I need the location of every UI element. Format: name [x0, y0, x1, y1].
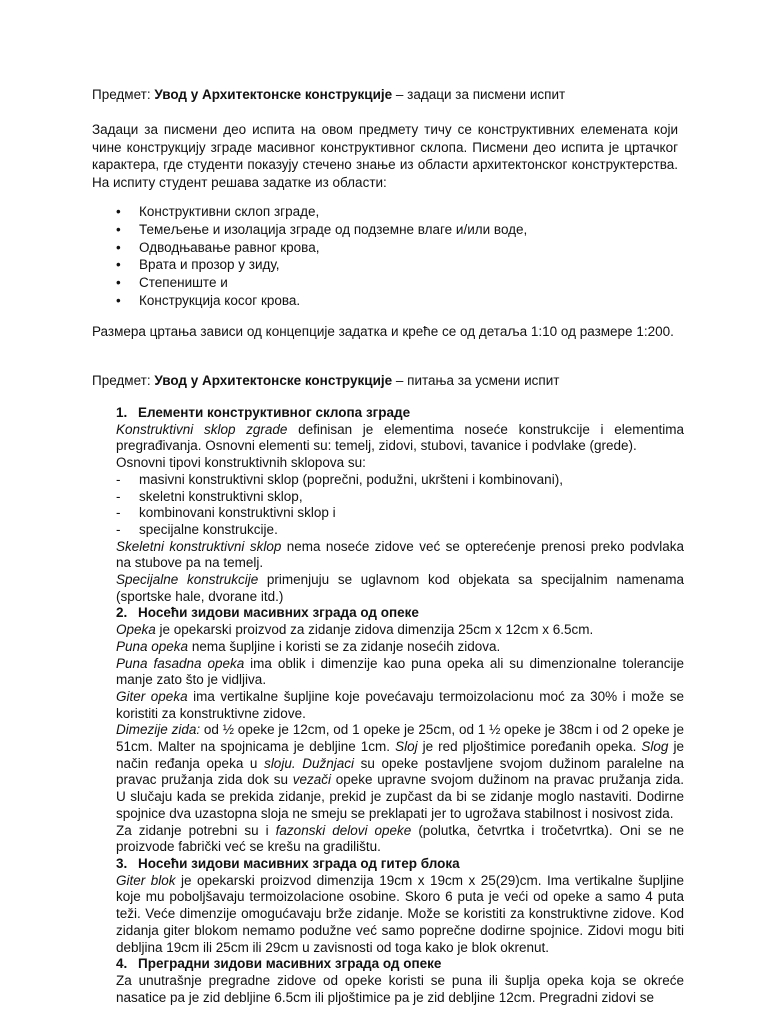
section-paragraph: Osnovni tipovi konstruktivnih sklopova su:: [116, 455, 366, 471]
section-paragraph: Opeka je opekarski proizvod za zidanje zidova dimenzija 25cm x 12cm x 6.5cm.: [116, 622, 594, 638]
list-item: • Темељење и изолација зграде од подземне влаге и/или воде,: [92, 221, 527, 239]
section-paragraph: Puna fasadna opeka ima oblik i dimenzije kao puna opeka ali su dimenzionalne tolerancije manje zato što je vidljiva.: [116, 655, 684, 688]
list-item: - masivni konstruktivni sklop (poprečni, podužni, ukršteni i kombinovani),: [116, 471, 563, 487]
section-paragraph: Giter opeka ima vertikalne šupljine koje povećavaju termoizolacionu moć za 30% i može se koristiti za konstruktivne zidove.: [116, 688, 684, 721]
written-topics-list: [92, 203, 527, 310]
list-item: - specijalne konstrukcije.: [116, 521, 278, 537]
section-paragraph: Giter blok je opekarski proizvod dimenzija 19cm x 19cm x 25(29)cm. Ima vertikalne šupljine koje mu poboljšavaju termoizolacione osobine. Skoro 6 puta je veći od opeke a samo 4 puta teži. Veće dimenzije omogućavaju brže zidanje. Može se koristiti za konstruktivne zidove. Kod zidanja giter blokom nemamo podužne već samo poprečne dodirne spojnice. Zidovi mogu biti debljina 19cm ili 25cm ili 29cm u zavisnosti od toga kako je blok okrenut.: [116, 872, 684, 955]
list-item: • Степениште и: [92, 274, 527, 292]
oral-questions: [116, 405, 684, 1006]
list-item: - skeletni konstruktivni sklop,: [116, 488, 303, 504]
list-item: • Одводњавање равног крова,: [92, 239, 527, 257]
written-exam-heading: Предмет: Увод у Архитектонске конструкције – задаци за писмени испит: [92, 87, 566, 102]
subject-name: Увод у Архитектонске конструкције: [154, 373, 393, 388]
section-paragraph: Specijalne konstrukcije primenjuju se uglavnom kod objekata sa specijalnim namenama (sportske hale, dvorane itd.): [116, 572, 684, 604]
list-item: - kombinovani konstruktivni sklop i: [116, 505, 336, 521]
section-paragraph: Dimezije zida: od ½ opeke je 12cm, od 1 opeke je 25cm, od 1 ½ opeke je 38cm i od 2 opeke je 51cm. Malter na spojnicama je debljine 1cm. Sloj je red pljoštimice poređanih opeka. Slog je način ređanja opeka u sloju. Dužnjaci su opeke postavljene svojom dužinom paralelne na pravac pružanja zida dok su vezači opeke upravne svojom dužinom na pravac pružanja zida. U slučaju kada se prekida zidanje, prekid je zupčast da bi se zidanje moglo nastaviti. Dodirne spojnice dva uzastopna sloja ne smeju se preklapati jer to ugrožava stabilnost i nosivost zida.: [116, 722, 684, 821]
written-intro-paragraph: Задаци за писмени део испита на овом предмету тичу се конструктивних елемената који чине конструкцију зграде масивног конструктивног склопа. Писмени део испита је цртачког карактера, где студенти показују стечено знање из области архитектонског конструктерства. На испиту студент решава задатке из области:: [92, 122, 678, 190]
list-item: • Конструктивни склоп зграде,: [92, 203, 527, 221]
drawing-scale-paragraph: Размера цртања зависи од концепције задатка и креће се од детаља 1:10 од размере 1:200.: [92, 324, 674, 339]
list-item: • Врата и прозор у зиду,: [92, 256, 527, 274]
section-paragraph: Konstruktivni sklop zgrade definisan je elementima noseće konstrukcije i elementima pregrađivanja. Osnovni elementi su: temelj, zidovi, stubovi, tavanice i podvlake (grede).: [116, 421, 684, 454]
section-heading: 3. Носећи зидови масивних зграда од гитер блока: [116, 855, 460, 871]
section-paragraph: Za unutrašnje pregradne zidove od opeke koristi se puna ili šuplja opeka koja se okreće nasatice pa je zid debljine 6.5cm ili pljoštimice pa je zid debljine 12cm. Pregradni zidovi se: [116, 972, 684, 1005]
subject-name: Увод у Архитектонске конструкције: [154, 87, 393, 102]
section-paragraph: Skeletni konstruktivni sklop nema noseće zidove već se opterećenje prenosi preko podvlaka na stubove pa na temelj.: [116, 538, 684, 571]
section-paragraph: Za zidanje potrebni su i fazonski delovi opeke (polutka, četvrtka i tročetvrtka). Oni se ne proizvode fabrički već se krešu na gradilištu.: [116, 822, 684, 855]
list-item: • Конструкција косог крова.: [92, 292, 527, 310]
section-heading: 4. Преградни зидови масивних зграда од опеке: [116, 956, 442, 972]
section-heading: 1. Елементи конструктивног склопа зграде: [116, 405, 411, 420]
section-heading: 2. Носећи зидови масивних зграда од опеке: [116, 605, 419, 621]
oral-exam-heading: Предмет: Увод у Архитектонске конструкције – питања за усмени испит: [92, 373, 560, 388]
section-paragraph: Puna opeka nema šupljine i koristi se za zidanje nosećih zidova.: [116, 638, 501, 654]
